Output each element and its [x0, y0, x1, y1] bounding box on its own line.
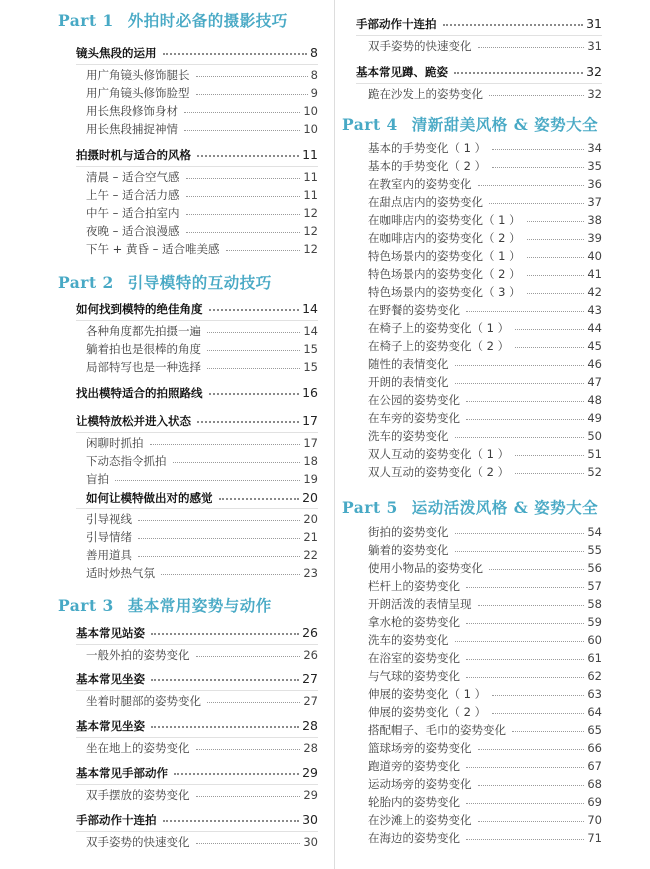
- dot-leader: [515, 473, 584, 474]
- toc-item[interactable]: 开朗的表情变化 47: [368, 375, 602, 389]
- toc-item[interactable]: 在椅子上的姿势变化（ 1 ） 44: [368, 321, 602, 335]
- dot-leader: [219, 498, 300, 500]
- page-number: 30: [302, 812, 318, 827]
- toc-item[interactable]: 在公园的姿势变化 48: [368, 393, 602, 407]
- toc-item[interactable]: 与气球的姿势变化 62: [368, 669, 602, 683]
- dot-leader: [527, 293, 585, 294]
- dot-leader: [197, 421, 299, 423]
- part-3-heading: [58, 594, 272, 616]
- toc-item[interactable]: 运动场旁的姿势变化 68: [368, 777, 602, 791]
- dot-leader: [186, 232, 301, 233]
- page-number: 11: [302, 147, 318, 162]
- dot-leader: [161, 574, 300, 575]
- divider: [76, 166, 318, 167]
- part-number: Part 4: [342, 115, 398, 134]
- part-2-heading: [58, 271, 272, 293]
- dot-leader: [184, 112, 300, 113]
- dot-leader: [207, 368, 300, 369]
- toc-item[interactable]: 中午 – 适合拍室内 12: [86, 206, 318, 220]
- toc-item[interactable]: 洗车的姿势变化 50: [368, 429, 602, 443]
- part-title: 外拍时必备的摄影技巧: [127, 11, 288, 30]
- divider: [76, 508, 318, 509]
- toc-section[interactable]: 手部动作十连拍 30: [76, 812, 318, 827]
- page-number: 17: [302, 413, 318, 428]
- dot-leader: [443, 24, 584, 26]
- toc-item[interactable]: 在咖啡店内的姿势变化（ 1 ） 38: [368, 213, 602, 227]
- toc-item[interactable]: 在椅子上的姿势变化（ 2 ） 45: [368, 339, 602, 353]
- dot-leader: [466, 419, 584, 420]
- toc-item[interactable]: 洗车的姿势变化 60: [368, 633, 602, 647]
- divider: [76, 320, 318, 321]
- toc-item[interactable]: 伸展的姿势变化（ 2 ） 64: [368, 705, 602, 719]
- dot-leader: [196, 749, 301, 750]
- divider: [76, 432, 318, 433]
- divider: [76, 737, 318, 738]
- part-number: Part 2: [58, 273, 114, 292]
- part-1-heading: [58, 9, 288, 31]
- toc-item[interactable]: 双手摆放的姿势变化 29: [86, 788, 318, 802]
- toc-item[interactable]: 栏杆上的姿势变化 57: [368, 579, 602, 593]
- toc-item[interactable]: 街拍的姿势变化 54: [368, 525, 602, 539]
- dot-leader: [186, 214, 301, 215]
- dot-leader: [527, 275, 585, 276]
- dot-leader: [489, 95, 584, 96]
- part-title: 引导模特的互动技巧: [127, 273, 272, 292]
- dot-leader: [207, 350, 300, 351]
- column-divider: [334, 0, 335, 869]
- toc-item[interactable]: 适时炒热气氛 23: [86, 566, 318, 580]
- dot-leader: [527, 221, 585, 222]
- dot-leader: [466, 767, 584, 768]
- dot-leader: [151, 633, 299, 635]
- toc-section[interactable]: 基本常见坐姿 28: [76, 718, 318, 733]
- toc-section[interactable]: 找出模特适合的拍照路线 16: [76, 385, 318, 400]
- dot-leader: [478, 749, 585, 750]
- dot-leader: [492, 149, 584, 150]
- toc-item[interactable]: 双手姿势的快速变化 30: [86, 835, 318, 849]
- toc-item[interactable]: 躺着拍也是很棒的角度 15: [86, 342, 318, 356]
- dot-leader: [455, 383, 585, 384]
- toc-item[interactable]: 在甜点店内的姿势变化 37: [368, 195, 602, 209]
- toc-item[interactable]: 使用小物品的姿势变化 56: [368, 561, 602, 575]
- toc-item[interactable]: 局部特写也是一种选择 15: [86, 360, 318, 374]
- dot-leader: [138, 538, 300, 539]
- dot-leader: [466, 311, 584, 312]
- part-number: Part 5: [342, 498, 398, 517]
- dot-leader: [197, 155, 299, 157]
- divider: [76, 831, 318, 832]
- dot-leader: [209, 309, 300, 311]
- dot-leader: [489, 569, 584, 570]
- toc-item[interactable]: 轮胎内的姿势变化 69: [368, 795, 602, 809]
- toc-item[interactable]: 跪在沙发上的姿势变化 32: [368, 87, 602, 101]
- dot-leader: [515, 329, 584, 330]
- toc-item[interactable]: 引导视线 20: [86, 512, 318, 526]
- toc-section[interactable]: 拍摄时机与适合的风格 11: [76, 147, 318, 162]
- toc-item[interactable]: 特色场景内的姿势变化（ 2 ） 41: [368, 267, 602, 281]
- dot-leader: [174, 773, 299, 775]
- page-number: 31: [586, 16, 602, 31]
- dot-leader: [207, 702, 300, 703]
- toc-item[interactable]: 夜晚 – 适合浪漫感 12: [86, 224, 318, 238]
- toc-item[interactable]: 一般外拍的姿势变化 26: [86, 648, 318, 662]
- dot-leader: [186, 178, 301, 179]
- toc-item[interactable]: 随性的表情变化 46: [368, 357, 602, 371]
- dot-leader: [478, 605, 585, 606]
- toc-item[interactable]: 在野餐的姿势变化 43: [368, 303, 602, 317]
- dot-leader: [478, 821, 585, 822]
- dot-leader: [196, 76, 308, 77]
- toc-item[interactable]: 在车旁的姿势变化 49: [368, 411, 602, 425]
- dot-leader: [196, 796, 301, 797]
- toc-item[interactable]: 躺着的姿势变化 55: [368, 543, 602, 557]
- dot-leader: [209, 393, 300, 395]
- part-number: Part 3: [58, 596, 114, 615]
- dot-leader: [492, 167, 584, 168]
- dot-leader: [196, 656, 301, 657]
- dot-leader: [138, 520, 300, 521]
- toc-item[interactable]: 闲聊时抓拍 17: [86, 436, 318, 450]
- toc-item[interactable]: 用长焦段修饰身材 10: [86, 104, 318, 118]
- page-number: 28: [302, 718, 318, 733]
- divider: [76, 690, 318, 691]
- dot-leader: [515, 347, 584, 348]
- toc-section[interactable]: 基本常见手部动作 29: [76, 765, 318, 780]
- dot-leader: [466, 677, 584, 678]
- dot-leader: [151, 726, 299, 728]
- dot-leader: [466, 659, 584, 660]
- toc-item[interactable]: 清晨 – 适合空气感 11: [86, 170, 318, 184]
- toc-item[interactable]: 坐着时腿部的姿势变化 27: [86, 694, 318, 708]
- toc-item[interactable]: 特色场景内的姿势变化（ 3 ） 42: [368, 285, 602, 299]
- page-number: 16: [302, 385, 318, 400]
- toc-item[interactable]: 善用道具 22: [86, 548, 318, 562]
- dot-leader: [207, 332, 300, 333]
- page-number: 32: [586, 64, 602, 79]
- dot-leader: [466, 623, 584, 624]
- toc-item[interactable]: 双人互动的姿势变化（ 2 ） 52: [368, 465, 602, 479]
- dot-leader: [466, 839, 584, 840]
- toc-item[interactable]: 上午 – 适合活力感 11: [86, 188, 318, 202]
- dot-leader: [163, 820, 300, 822]
- toc-section[interactable]: 如何让模特做出对的感觉 20: [86, 490, 318, 505]
- toc-item[interactable]: 篮球场旁的姿势变化 66: [368, 741, 602, 755]
- toc-item[interactable]: 用广角镜头修饰腿长 8: [86, 68, 318, 82]
- divider: [356, 35, 602, 36]
- dot-leader: [455, 533, 585, 534]
- dot-leader: [138, 556, 300, 557]
- dot-leader: [196, 843, 301, 844]
- toc-item[interactable]: 在海边的姿势变化 71: [368, 831, 602, 845]
- part-title: 基本常用姿势与动作: [127, 596, 272, 615]
- toc-item[interactable]: 伸展的姿势变化（ 1 ） 63: [368, 687, 602, 701]
- dot-leader: [455, 641, 585, 642]
- toc-item[interactable]: 各种角度都先拍摄一遍 14: [86, 324, 318, 338]
- dot-leader: [515, 455, 584, 456]
- toc-item[interactable]: 跑道旁的姿势变化 67: [368, 759, 602, 773]
- toc-section[interactable]: 基本常见蹲、跪姿 32: [356, 64, 602, 79]
- toc-section[interactable]: 让模特放松并进入状态 17: [76, 413, 318, 428]
- dot-leader: [478, 185, 585, 186]
- toc-item[interactable]: 特色场景内的姿势变化（ 1 ） 40: [368, 249, 602, 263]
- dot-leader: [527, 239, 585, 240]
- toc-item[interactable]: 在咖啡店内的姿势变化（ 2 ） 39: [368, 231, 602, 245]
- toc-item[interactable]: 双人互动的姿势变化（ 1 ） 51: [368, 447, 602, 461]
- dot-leader: [163, 53, 308, 55]
- part-title: 运动活泼风格 & 姿势大全: [411, 498, 599, 517]
- toc-item[interactable]: 基本的手势变化（ 2 ） 35: [368, 159, 602, 173]
- toc-section[interactable]: 如何找到模特的绝佳角度 14: [76, 301, 318, 316]
- page-number: 20: [302, 490, 318, 505]
- page-number: 26: [302, 625, 318, 640]
- page-number: 8: [310, 45, 318, 60]
- toc-item[interactable]: 在沙滩上的姿势变化 70: [368, 813, 602, 827]
- dot-leader: [150, 444, 301, 445]
- toc-item[interactable]: 下动态指令抓拍 18: [86, 454, 318, 468]
- divider: [76, 64, 318, 65]
- dot-leader: [196, 94, 308, 95]
- toc-item[interactable]: 下午 + 黄昏 – 适合唯美感 12: [86, 242, 318, 256]
- dot-leader: [455, 365, 585, 366]
- dot-leader: [466, 803, 584, 804]
- dot-leader: [455, 551, 585, 552]
- page-number: 27: [302, 671, 318, 686]
- toc-item[interactable]: 拿水枪的姿势变化 59: [368, 615, 602, 629]
- dot-leader: [489, 203, 584, 204]
- divider: [356, 83, 602, 84]
- dot-leader: [466, 587, 584, 588]
- toc-section[interactable]: 基本常见站姿 26: [76, 625, 318, 640]
- toc-section[interactable]: 镜头焦段的运用 8: [76, 45, 318, 60]
- part-5-heading: [342, 496, 598, 518]
- toc-item[interactable]: 搭配帽子、毛巾的姿势变化 65: [368, 723, 602, 737]
- dot-leader: [492, 695, 584, 696]
- dot-leader: [173, 462, 301, 463]
- toc-section[interactable]: 基本常见坐姿 27: [76, 671, 318, 686]
- toc-item[interactable]: 双手姿势的快速变化 31: [368, 39, 602, 53]
- dot-leader: [527, 257, 585, 258]
- page-number: 14: [302, 301, 318, 316]
- dot-leader: [186, 196, 301, 197]
- toc-item[interactable]: 基本的手势变化（ 1 ） 34: [368, 141, 602, 155]
- dot-leader: [151, 679, 299, 681]
- toc-item[interactable]: 用长焦段捕捉神情 10: [86, 122, 318, 136]
- toc-section[interactable]: 手部动作十连拍 31: [356, 16, 602, 31]
- toc-item[interactable]: 开朗活泼的表情呈现 58: [368, 597, 602, 611]
- dot-leader: [226, 250, 301, 251]
- page-number: 29: [302, 765, 318, 780]
- toc-item[interactable]: 坐在地上的姿势变化 28: [86, 741, 318, 755]
- toc-item[interactable]: 在浴室的姿势变化 61: [368, 651, 602, 665]
- part-title: 清新甜美风格 & 姿势大全: [411, 115, 599, 134]
- dot-leader: [455, 437, 585, 438]
- dot-leader: [512, 731, 584, 732]
- dot-leader: [478, 785, 585, 786]
- dot-leader: [115, 480, 300, 481]
- toc-item[interactable]: 在教室内的姿势变化 36: [368, 177, 602, 191]
- dot-leader: [492, 713, 584, 714]
- toc-item[interactable]: 盲拍 19: [86, 472, 318, 486]
- part-4-heading: [342, 113, 598, 135]
- part-number: Part 1: [58, 11, 114, 30]
- toc-item[interactable]: 用广角镜头修饰脸型 9: [86, 86, 318, 100]
- dot-leader: [466, 401, 584, 402]
- toc-item[interactable]: 引导情绪 21: [86, 530, 318, 544]
- dot-leader: [454, 72, 583, 74]
- dot-leader: [184, 130, 300, 131]
- dot-leader: [478, 47, 585, 48]
- divider: [76, 784, 318, 785]
- divider: [76, 644, 318, 645]
